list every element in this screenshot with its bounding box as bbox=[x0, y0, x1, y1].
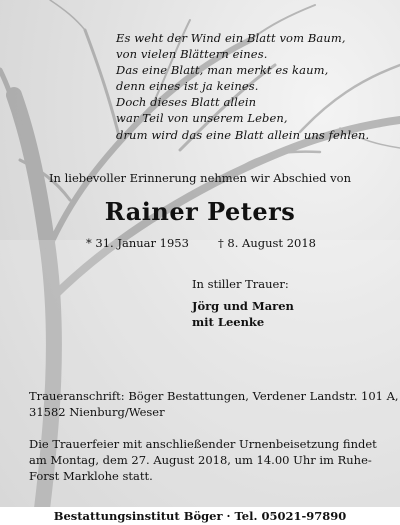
poem-line: Doch dieses Blatt allein bbox=[116, 95, 257, 110]
mourner-line: mit Leenke bbox=[192, 315, 265, 329]
poem-line: Das eine Blatt, man merkt es kaum, bbox=[116, 63, 329, 78]
funeral-service-info bbox=[29, 436, 377, 484]
service-line: Die Trauerfeier mit anschließender Urnenbeisetzung findet bbox=[29, 437, 377, 451]
condolence-address bbox=[29, 388, 399, 420]
address-line: 31582 Nienburg/Weser bbox=[29, 405, 165, 419]
mourners-label: In stiller Trauer: bbox=[192, 277, 289, 291]
mourner-line: Jörg und Maren bbox=[192, 299, 294, 313]
intro-text: In liebevoller Erinnerung nehmen wir Abschied von bbox=[49, 171, 351, 185]
mourners-names bbox=[192, 298, 294, 330]
poem-line: Es weht der Wind ein Blatt vom Baum, bbox=[116, 31, 346, 45]
poem bbox=[116, 30, 369, 143]
poem-line: von vielen Blättern eines. bbox=[116, 47, 268, 62]
poem-line: denn eines ist ja keines. bbox=[116, 79, 259, 94]
service-line: Forst Marklohe statt. bbox=[29, 469, 153, 483]
deceased-name: Rainer Peters bbox=[104, 197, 296, 226]
funeral-home-footer: Bestattungsinstitut Böger · Tel. 05021-97890 bbox=[0, 507, 400, 525]
birth-date: * 31. Januar 1953 bbox=[86, 236, 189, 250]
death-date: † 8. August 2018 bbox=[218, 236, 316, 250]
poem-line: drum wird das eine Blatt allein uns fehlen. bbox=[116, 127, 370, 142]
poem-line: war Teil von unserem Leben, bbox=[116, 111, 288, 126]
address-line: Traueranschrift: Böger Bestattungen, Verdener Landstr. 101 A, bbox=[29, 389, 399, 403]
service-line: am Montag, dem 27. August 2018, um 14.00 Uhr im Ruhe- bbox=[29, 453, 372, 467]
